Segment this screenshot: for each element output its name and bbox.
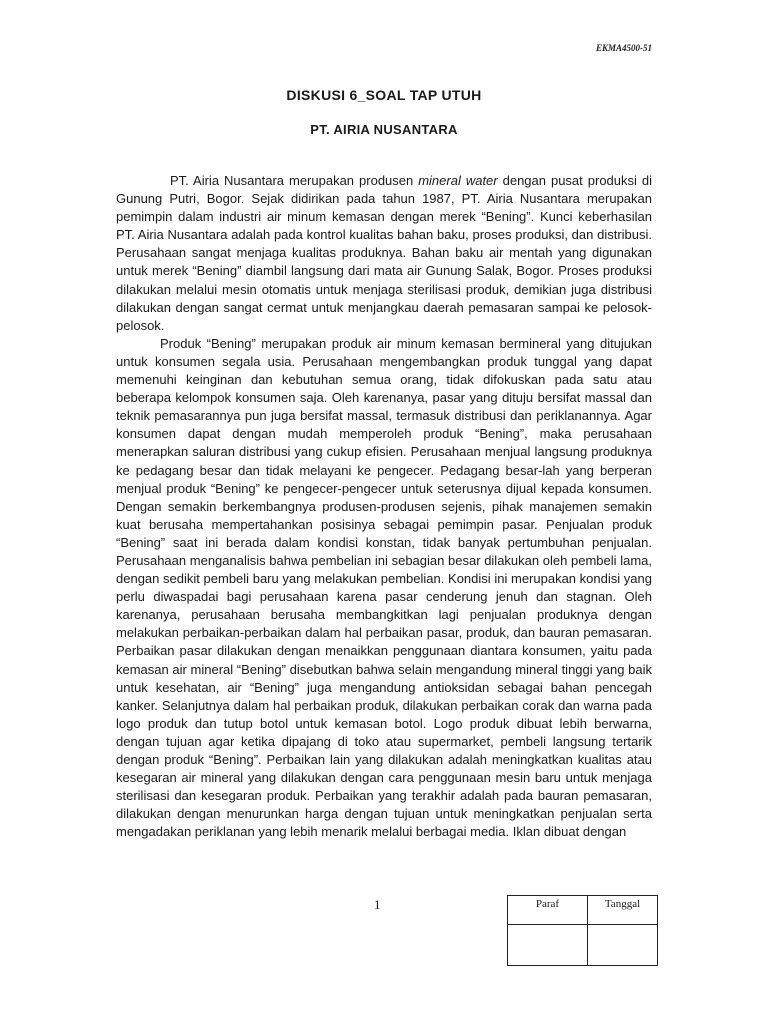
- paraf-cell: [508, 925, 588, 966]
- paragraph-2: Produk “Bening” merupakan produk air minum kemasan bermineral yang ditujukan untuk konsumen segala usia. Perusahaan mengembangkan produk tunggal yang dapat memenuhi keinginan dan kebutuhan semua orang, tidak difokuskan pada satu atau beberapa kelompok konsumen saja. Oleh karenanya, pasar yang dituju bersifat massal dan teknik pemasarannya pun juga bersifat massal, termasuk distribusi dan periklanannya. Agar konsumen dapat dengan mudah memperoleh produk “Bening”, maka perusahaan menerapkan saluran distribusi yang cukup efisien. Perusahaan menjual langsung produknya ke pedagang besar dan tidak melayani ke pengecer. Pedagang besar-lah yang berperan menjual produk “Bening” ke pengecer-pengecer untuk seterusnya dijual kepada konsumen. Dengan semakin berkembangnya produsen-produsen sejenis, pihak manajemen semakin kuat berusaha mempertahankan posisinya sebagai pemimpin pasar. Penjualan produk “Bening” saat ini berada dalam kondisi konstan, tidak banyak pertumbuhan penjualan. Perusahaan menganalisis bahwa pembelian ini sebagian besar dilakukan oleh pembeli lama, dengan sedikit pembeli baru yang melakukan pembelian. Kondisi ini merupakan kondisi yang perlu diwaspadai bagi perusahaan karena pasar cenderung jenuh dan stagnan. Oleh karenanya, perusahaan berusaha membangkitkan lagi penjualan produknya dengan melakukan perbaikan-perbaikan dalam hal perbaikan pasar, produk, dan bauran pemasaran. Perbaikan pasar dilakukan dengan menaikkan penggunaan diantara konsumen, yaitu pada kemasan air mineral “Bening” disebutkan bahwa selain mengandung mineral tinggi yang baik untuk kesehatan, air “Bening” juga mengandung antioksidan sebagai bahan pencegah kanker. Selanjutnya dalam hal perbaikan produk, dilakukan perbaikan corak dan warna pada logo produk dan tutup botol untuk kemasan botol. Logo produk dibuat lebih berwarna, dengan tujuan agar ketika dipajang di toko atau supermarket, pembeli langsung tertarik dengan produk “Bening”. Perbaikan lain yang dilakukan adalah meningkatkan kualitas atau kesegaran air mineral yang dilakukan dengan cara penggunaan mesin baru untuk menjaga sterilisasi dan kesegaran produk. Perbaikan yang terakhir adalah pada bauran pemasaran, dilakukan dengan menurunkan harga dengan tujuan untuk meningkatkan penjualan serta mengadakan periklanan yang lebih menarik melalui berbagai media. Iklan dibuat dengan: [116, 335, 652, 840]
- page-number: 1: [374, 897, 381, 912]
- paraf-header: Paraf: [508, 896, 588, 925]
- case-body: [116, 172, 652, 841]
- signature-table: [507, 895, 658, 966]
- company-subtitle: PT. AIRIA NUSANTARA: [310, 122, 458, 137]
- tanggal-cell: [588, 925, 658, 966]
- tanggal-header: Tanggal: [588, 896, 658, 925]
- page-title: DISKUSI 6_SOAL TAP UTUH: [286, 87, 482, 103]
- p1-text-b: dengan pusat produksi di Gunung Putri, Bogor. Sejak didirikan pada tahun 1987, PT. Airia Nusantara merupakan pemimpin dalam industri air minum kemasan dengan merek “Bening”. Kunci keberhasilan PT. Airia Nusantara adalah pada kontrol kualitas bahan baku, proses produksi, dan distribusi. Perusahaan sangat menjaga kualitas produknya. Bahan baku air mentah yang digunakan untuk merek “Bening” diambil langsung dari mata air Gunung Salak, Bogor. Proses produksi dilakukan melalui mesin otomatis untuk menjaga sterilisasi produk, demikian juga distribusi dilakukan dengan sangat cermat untuk menjangkau daerah pemasaran sampai ke pelosok-pelosok.: [116, 173, 652, 333]
- p1-text-a: PT. Airia Nusantara merupakan produsen: [170, 173, 419, 188]
- p1-emphasis: mineral water: [418, 173, 498, 188]
- paragraph-1: [116, 172, 652, 335]
- document-code: EKMA4500-51: [595, 43, 652, 53]
